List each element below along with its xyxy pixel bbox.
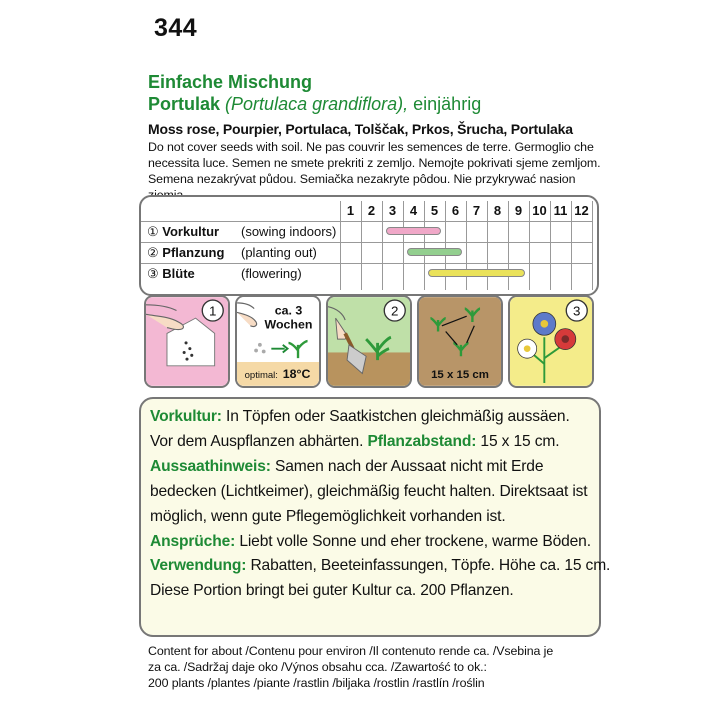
calendar-row-label (147, 245, 317, 261)
sowing-note-line: necessita luce. Semen ne smete prekriti z zemljo. Nemojte pokrivati sjeme zemljom. (148, 156, 601, 170)
optimal-label: optimal: (244, 370, 278, 382)
month-number: 8 (493, 203, 502, 218)
month-number: 4 (409, 203, 418, 218)
sowing-note-line: Do not cover seeds with soil. Ne pas couvrir les semences de terre. Germoglio che (148, 140, 594, 154)
plant-spacing-icon (419, 297, 501, 386)
usage-heading: Verwendung: (150, 557, 247, 575)
month-number: 9 (514, 203, 523, 218)
lifecycle: einjährig (413, 94, 482, 114)
step-number: 1 (209, 303, 217, 319)
row-marker: ③ (147, 266, 159, 281)
pictogram-sowing (144, 295, 230, 388)
month-number: 12 (574, 203, 589, 218)
month-number: 2 (367, 203, 376, 218)
spacing-text: 15 x 15 cm. (476, 432, 560, 450)
latin-name: (Portulaca grandiflora), (225, 94, 409, 114)
calendar-row-label (147, 266, 302, 282)
flower-red (555, 329, 576, 350)
germination-icon (237, 297, 319, 386)
month-number: 1 (346, 203, 355, 218)
row-translation: (planting out) (241, 245, 317, 260)
sowing-tip-text: Samen nach der Aussaat nicht mit Erde (270, 457, 544, 475)
variety-title: Einfache Mischung (148, 72, 313, 92)
germination-weeks-unit: Wochen (264, 317, 313, 332)
row-marker: ② (147, 245, 159, 260)
pictogram-germination (235, 295, 321, 388)
growing-instructions (139, 397, 611, 637)
calendar-period-bar (428, 269, 525, 277)
info-line (150, 530, 589, 555)
info-line: bedecken (Lichtkeimer), gleichmäßig feucht halten. Direktsaat ist (150, 482, 588, 500)
species-title (148, 94, 481, 115)
step-number: 3 (573, 303, 581, 319)
month-number: 3 (388, 203, 397, 218)
trowel-planting-icon (328, 297, 410, 386)
usage-text: Rabatten, Beeteinfassungen, Töpfe. Höhe ca. 15 cm. (246, 557, 611, 575)
month-number: 11 (553, 203, 568, 218)
calendar-row-label (147, 224, 337, 240)
info-line: möglich, wenn gute Pflegemöglichkeit vorhanden ist. (150, 507, 506, 525)
hand-sowing-icon (146, 297, 228, 386)
sowing-tip-heading: Aussaathinweis: (150, 457, 271, 475)
row-title: Pflanzung (162, 245, 225, 260)
spacing-heading: Pflanzabstand: (367, 432, 477, 450)
row-title: Vorkultur (162, 224, 220, 239)
flower-blue (533, 312, 556, 335)
germination-weeks: ca. 3 (274, 303, 303, 318)
calendar-period-bar (386, 227, 441, 235)
sowing-note-line: Semena nezakrývat půdou. Semiačka nezakryte pôdou. Nie przykrywać nasion (148, 172, 576, 186)
pictogram-spacing (417, 295, 503, 388)
spacing-label: 15 x 15 cm (431, 369, 489, 382)
row-translation: (sowing indoors) (241, 224, 337, 239)
content-line: 200 plants /plantes /piante /rastlin /biljaka /rostlin /rastlín /roślin (148, 676, 485, 690)
sowing-calendar (139, 195, 599, 296)
month-number: 6 (451, 203, 460, 218)
calendar-column-line (592, 201, 593, 290)
month-number: 10 (532, 203, 547, 218)
row-title: Blüte (162, 266, 195, 281)
row-marker: ① (147, 224, 159, 239)
pictogram-planting (326, 295, 412, 388)
info-line (150, 455, 589, 480)
flower-white (518, 339, 537, 358)
requirements-text: Liebt volle Sonne und eher trockene, warme Böden. (235, 532, 591, 550)
species-name: Portulak (148, 94, 221, 114)
row-translation: (flowering) (241, 266, 302, 281)
packet-number: 344 (154, 14, 198, 42)
info-line (150, 554, 611, 579)
optimal-temperature: 18°C (282, 367, 311, 382)
common-names: Moss rose, Pourpier, Portulaca, Tolščak, Prkos, Šrucha, Portulaka (148, 121, 573, 137)
flowers-icon (510, 297, 592, 386)
content-line: za ca. /Sadržaj daje oko /Výnos obsahu cca. /Zawartość to ok.: (148, 660, 487, 674)
pictogram-flowering (508, 295, 594, 388)
content-info (148, 643, 608, 691)
sowing-notes (148, 139, 608, 203)
requirements-heading: Ansprüche: (150, 532, 236, 550)
calendar-row-line (141, 263, 592, 264)
calendar-row-line (141, 221, 592, 222)
step-number: 2 (391, 303, 399, 319)
info-line (150, 405, 589, 430)
month-number: 5 (430, 203, 439, 218)
calendar-row-line (141, 242, 592, 243)
content-line: Content for about /Contenu pour environ /Il contenuto rende ca. /Vsebina je (148, 644, 554, 658)
hardening-text: Vor dem Auspflanzen abhärten. (150, 432, 368, 450)
vorkultur-heading: Vorkultur: (150, 408, 222, 425)
pictogram-strip (139, 295, 599, 390)
info-line: Diese Portion bringt bei guter Kultur ca. 200 Pflanzen. (150, 582, 514, 600)
vorkultur-text: In Töpfen oder Saatkistchen gleichmäßig aussäen. (221, 408, 570, 425)
info-line (150, 430, 589, 455)
calendar-period-bar (407, 248, 462, 256)
month-number: 7 (472, 203, 481, 218)
